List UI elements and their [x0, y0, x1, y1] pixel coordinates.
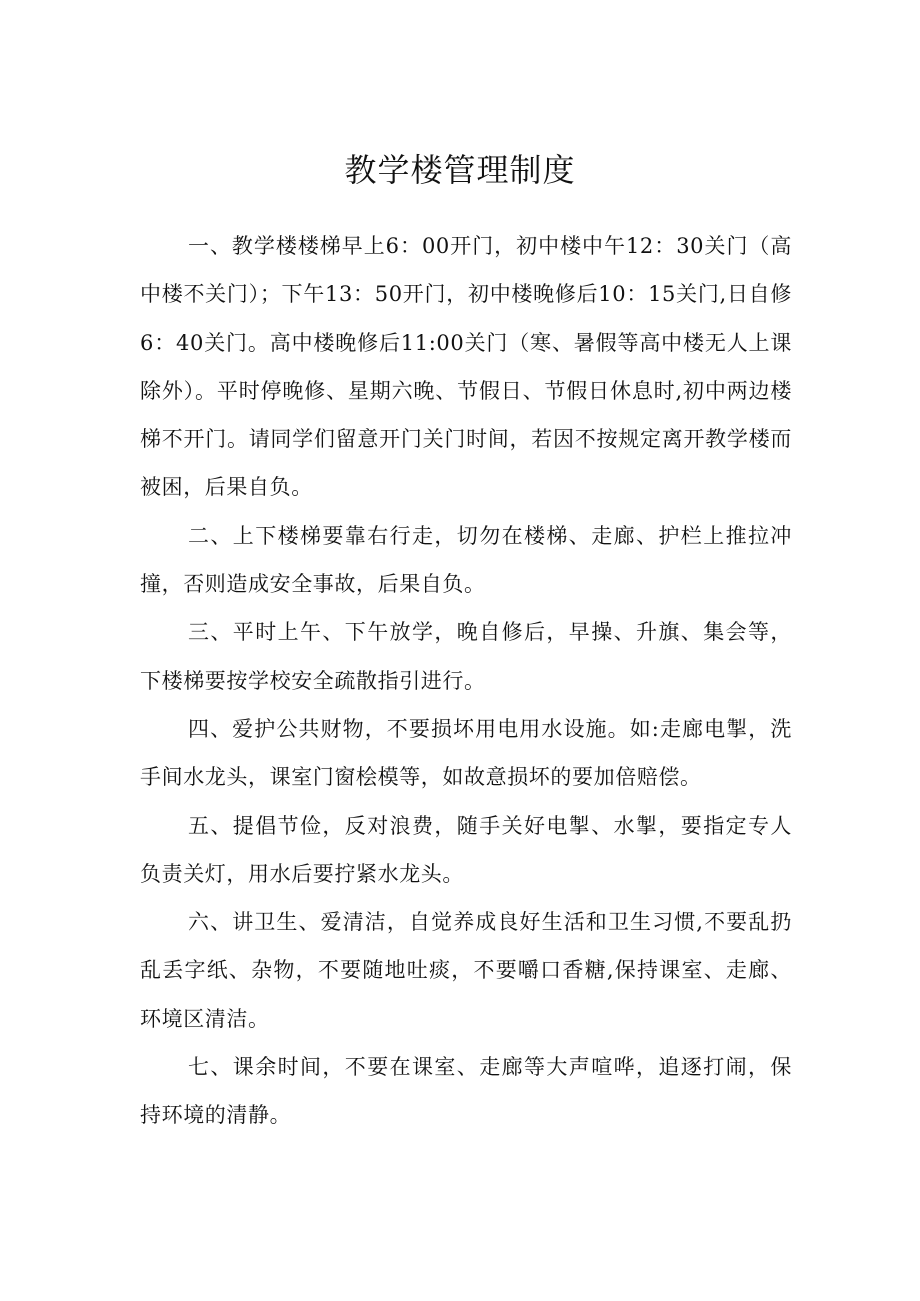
document-body [140, 222, 792, 1140]
rule-paragraph-2: 二、上下楼梯要靠右行走，切勿在楼梯、走廊、护栏上推拉冲撞，否则造成安全事故，后果自负。 [140, 523, 792, 597]
rule-paragraph-3: 三、平时上午、下午放学，晚自修后，早操、升旗、集会等，下楼梯要按学校安全疏散指引进行。 [140, 620, 792, 693]
document-title: 教学楼管理制度 [344, 151, 576, 189]
rule-paragraph-6: 六、讲卫生、爱清洁，自觉养成良好生活和卫生习惯,不要乱扔乱丢字纸、杂物，不要随地吐痰，不要嚼口香糖,保持课室、走廊、环境区清洁。 [140, 910, 792, 1031]
rule-paragraph-5: 五、提倡节俭，反对浪费，随手关好电掣、水掣，要指定专人负责关灯，用水后要拧紧水龙头。 [140, 813, 792, 886]
rule-paragraph-7: 七、课余时间，不要在课室、走廊等大声喧哗，追逐打闹，保持环境的清静。 [140, 1055, 792, 1128]
rule-paragraph-1: 一、教学楼楼梯早上6：00开门，初中楼中午12：30关门（高中楼不关门）；下午13：50开门，初中楼晚修后10：15关门,日自修6：40关门。高中楼晚修后11:00关门（寒、暑假等高中楼无人上课除外）。平时停晚修、星期六晚、节假日、节假日休息时,初中两边楼梯不开门。请同学们留意开门关门时间，若因不按规定离开教学楼而被困，后果自负。 [140, 234, 792, 500]
rule-paragraph-4: 四、爱护公共财物，不要损坏用电用水设施。如:走廊电掣，洗手间水龙头，课室门窗桧模等，如故意损坏的要加倍赔偿。 [140, 716, 792, 790]
